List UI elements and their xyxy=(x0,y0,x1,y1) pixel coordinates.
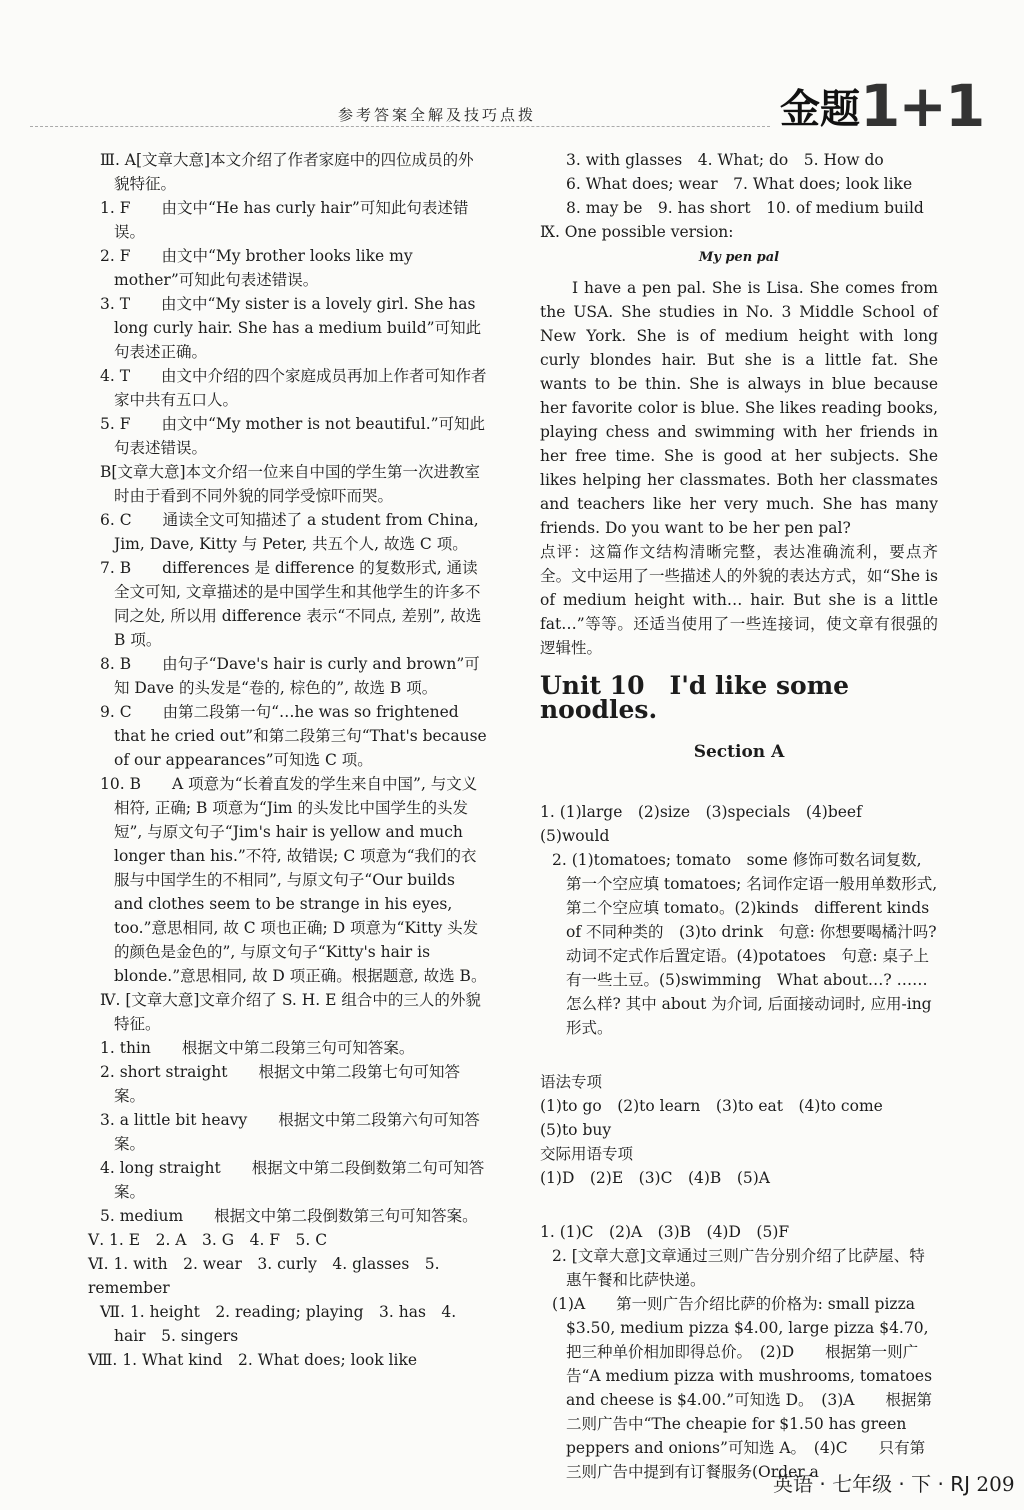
left-answer-line: 1. thin 根据文中第二段第三句可知答案。 xyxy=(100,1039,415,1057)
page-number: 209 xyxy=(976,1472,1015,1496)
left-answer-line: 2. short straight 根据文中第二段第七句可知答案。 xyxy=(100,1063,460,1105)
header-subtitle: 参考答案全解及技巧点拨 xyxy=(338,106,537,124)
page-footer xyxy=(773,1468,1015,1497)
essay-title: My pen pal xyxy=(698,250,780,265)
left-answer-line: 1. F 由文中“He has curly hair”可知此句表述错误。 xyxy=(100,199,469,241)
section-title: Section A xyxy=(693,742,785,762)
left-answer-line: Ⅷ. 1. What kind 2. What does; look like xyxy=(88,1351,418,1369)
section-answer-line: (5)to buy xyxy=(540,1121,612,1139)
right-answers-bottom xyxy=(540,800,938,1484)
left-answer-line: 6. C 通读全文可知描述了 a student from China, Jim, Dave, Kitty 与 Peter, 共五个人, 故选 C 项。 xyxy=(100,511,479,553)
left-answer-line: B[文章大意]本文介绍一位来自中国的学生第一次进教室时由于看到不同外貌的同学受惊吓而哭。 xyxy=(100,463,480,505)
section-answer-line: 2. [文章大意]文章通过三则广告分别介绍了比萨屋、特惠午餐和比萨快递。 xyxy=(552,1247,925,1289)
section-answer-line: (1)to go (2)to learn (3)to eat (4)to come xyxy=(540,1097,883,1115)
right-answer-line: 3. with glasses 4. What; do 5. How do xyxy=(566,151,884,169)
right-answer-line: Ⅸ. One possible version: xyxy=(540,223,734,241)
page-header xyxy=(0,0,1024,140)
brand-number: 1+1 xyxy=(860,72,984,140)
header-rule xyxy=(30,126,770,127)
left-answer-line: 2. F 由文中“My brother looks like my mother”可知此句表述错误。 xyxy=(100,247,413,289)
unit-title: Unit 10 I'd like some noodles. xyxy=(540,671,850,724)
section-answer-line: (1)A 第一则广告介绍比萨的价格为: small pizza $3.50, medium pizza $4.00, large pizza $4.70, 把三种单价相加即得总价。 (2)D 根据第一则广告“A medium pizza with mushrooms, tomatoes and cheese is $4.00.”可知选 D。 (3)A 根据第二则广告中“The cheapie for $1.50 has green peppers and onions”可知选 A。 (4)C 只有第三则广告中提到有订餐服务(Order a xyxy=(552,1295,933,1481)
brand-logo xyxy=(780,72,983,140)
left-answer-line: Ⅶ. 1. height 2. reading; playing 3. has 4. hair 5. singers xyxy=(100,1303,457,1345)
left-column xyxy=(88,148,488,1372)
footer-subject: 英语 · 七年级 · 下 · RJ xyxy=(773,1472,971,1496)
left-answer-line: Ⅴ. 1. E 2. A 3. G 4. F 5. C xyxy=(88,1231,328,1249)
section-answer-line: 2. (1)tomatoes; tomato some 修饰可数名词复数, 第一个空应填 tomatoes; 名词作定语一般用单数形式, 第二个空应填 tomato。(2)kinds different kinds of 不同种类的 (3)to drink 句意: 你想要喝橘汁吗? 动词不定式作后置定语。(4)potatoes 句意: 桌子上有一些土豆。(5)swimming What about…? ……怎么样? 其中 about 为介词, 后面接动词时, 应用-ing 形式。 xyxy=(552,851,938,1037)
brand-name: 金题 xyxy=(780,86,860,133)
left-answer-line: 9. C 由第二段第一句“…he was so frightened that he cried out”和第二段第三句“That's because of our appearances”可知选 C 项。 xyxy=(100,703,487,769)
right-column xyxy=(540,148,938,1484)
section-answer-line: 语法专项 xyxy=(540,1073,603,1091)
left-answer-line: 7. B differences 是 difference 的复数形式, 通读全文可知, 文章描述的是中国学生和其他学生的许多不同之处, 所以用 difference 表示“不同点, 差别”, 故选 B 项。 xyxy=(100,559,482,649)
essay-comment: 点评：这篇作文结构清晰完整，表达准确流利，要点齐全。文中运用了一些描述人的外貌的表达方式，如“She is of medium height with… hair. But she is a little fat…”等等。还适当使用了一些连接词，使文章有很强的逻辑性。 xyxy=(540,543,938,657)
left-answer-line: 8. B 由句子“Dave's hair is curly and brown”可知 Dave 的头发是“卷的, 棕色的”, 故选 B 项。 xyxy=(100,655,480,697)
section-answer-line: 1. (1)C (2)A (3)B (4)D (5)F xyxy=(540,1223,790,1241)
left-answer-line: 3. T 由文中“My sister is a lovely girl. She has long curly hair. She has a medium build”可知此句表述正确。 xyxy=(100,295,482,361)
right-answers-top xyxy=(540,148,938,244)
right-answer-line: 8. may be 9. has short 10. of medium build xyxy=(566,199,924,217)
section-answer-line: 1. (1)large (2)size (3)specials (4)beef (5)would xyxy=(540,803,878,845)
left-answer-line: 5. medium 根据文中第二段倒数第三句可知答案。 xyxy=(100,1207,478,1225)
section-answer-line: 交际用语专项 xyxy=(540,1145,634,1163)
left-answer-line: 3. a little bit heavy 根据文中第二段第六句可知答案。 xyxy=(100,1111,480,1153)
section-answer-line: (1)D (2)E (3)C (4)B (5)A xyxy=(540,1169,770,1187)
left-answer-line: 10. B A 项意为“长着直发的学生来自中国”, 与文义相符, 正确; B 项意为“Jim 的头发比中国学生的头发短”, 与原文句子“Jim's hair is yellow and much longer than his.”不符, 故错误; C 项意为“我们的衣服与中国学生的不相同”, 与原文句子“Our builds and clothes seem to be strange in his eyes, too.”意思相同, 故 C 项也正确; D 项意为“Kitty 头发的颜色是金色的”, 与原文句子“Kitty's hair is blonde.”意思相同, 故 D 项正确。根据题意, 故选 B。 xyxy=(100,775,487,985)
left-answer-line: 5. F 由文中“My mother is not beautiful.”可知此句表述错误。 xyxy=(100,415,486,457)
left-answer-line: 4. T 由文中介绍的四个家庭成员再加上作者可知作者家中共有五口人。 xyxy=(100,367,487,409)
essay-body: I have a pen pal. She is Lisa. She comes from the USA. She studies in No. 3 Middle School of New York. She is of medium height with long curly blondes hair. But she is a little fat. She wants to be thin. She is always in blue because her favorite color is blue. She likes reading books, playing chess and swimming with her friends in her free time. She is good at her subjects. She likes helping her classmates. Both her classmates and teachers like her very much. She has many friends. Do you want to be her pen pal? xyxy=(540,279,938,537)
right-answer-line: 6. What does; wear 7. What does; look like xyxy=(566,175,913,193)
left-answer-line: Ⅳ. [文章大意]文章介绍了 S. H. E 组合中的三人的外貌特征。 xyxy=(100,991,481,1033)
left-answer-line: Ⅵ. 1. with 2. wear 3. curly 4. glasses 5. remember xyxy=(88,1255,440,1297)
left-answer-line: Ⅲ. A[文章大意]本文介绍了作者家庭中的四位成员的外貌特征。 xyxy=(100,151,474,193)
left-answer-line: 4. long straight 根据文中第二段倒数第二句可知答案。 xyxy=(100,1159,485,1201)
